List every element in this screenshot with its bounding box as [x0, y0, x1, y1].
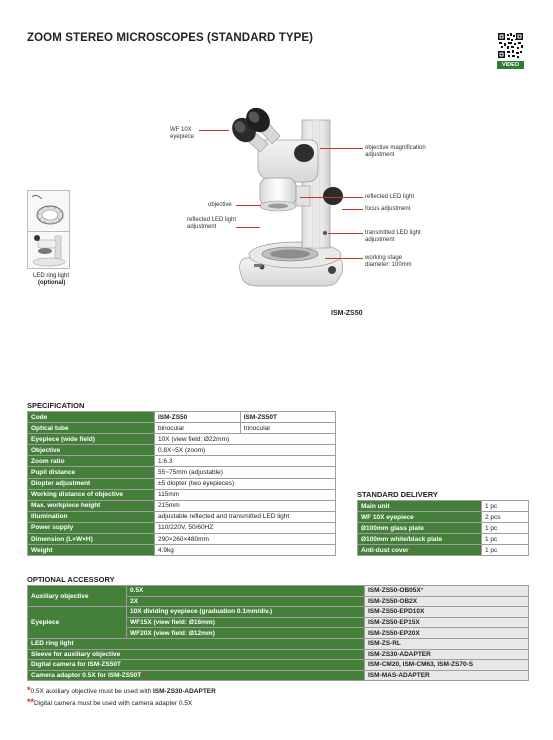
accessory-group-label: Eyepiece [28, 607, 127, 639]
spec-value: 0.8X~5X (zoom) [155, 445, 336, 456]
footnote-bold: ISM-ZS30-ADAPTER [153, 688, 216, 695]
video-badge[interactable]: VIDEO [497, 61, 524, 69]
delivery-item: Main unit [358, 501, 482, 512]
accessory-item: Camera adaptor 0.5X for ISM-ZS50T** [28, 670, 365, 681]
ring-light-icon [28, 191, 69, 231]
spec-label: Working distance of objective [28, 489, 155, 500]
ring-light-optional-note: (optional) [38, 280, 66, 286]
leader-line [236, 205, 261, 206]
spec-label: Diopter adjustment [28, 478, 155, 489]
led-ring-light-mounted-image [27, 231, 70, 269]
spec-row [28, 478, 336, 489]
delivery-qty: 1 pc [482, 545, 529, 556]
delivery-qty: 1 pc [482, 523, 529, 534]
delivery-row [358, 501, 529, 512]
led-ring-light-image [27, 190, 70, 232]
accessory-code: ISM-MAS-ADAPTER [365, 670, 529, 681]
accessory-row [28, 638, 529, 649]
spec-value: trinocular [240, 423, 335, 434]
asterisk-mark: * [420, 587, 424, 595]
spec-value: 10X (view field: Ø22mm) [155, 434, 336, 445]
spec-value: ISM-ZS50T [240, 412, 335, 423]
delivery-item: Ø100mm glass plate [358, 523, 482, 534]
accessory-code: ISM-ZS50-EPD10X [365, 607, 529, 618]
accessory-row [28, 660, 529, 671]
asterisk-mark: ** [141, 672, 147, 680]
footnote-mark: ** [27, 697, 35, 707]
delivery-row [358, 512, 529, 523]
accessory-row [28, 607, 529, 618]
spec-label: Dimension (L×W×H) [28, 534, 155, 545]
spec-value: 290×260×480mm [155, 534, 336, 545]
accessory-item: Sleeve for auxiliary objective [28, 649, 365, 660]
spec-row [28, 467, 336, 478]
delivery-qty: 2 pcs [482, 512, 529, 523]
spec-value: 215mm [155, 500, 336, 511]
leader-line [199, 130, 229, 131]
qr-code-icon[interactable] [497, 32, 524, 59]
spec-label: Objective [28, 445, 155, 456]
standard-delivery-heading: STANDARD DELIVERY [357, 490, 438, 499]
footnotes [27, 685, 216, 709]
spec-value: 110/220V, 50/60HZ [155, 522, 336, 533]
accessory-code: ISM-ZS50-OB2X [365, 596, 529, 607]
accessory-item: Digital camera for ISM-ZS50T [28, 660, 365, 671]
spec-row [28, 412, 336, 423]
leader-line [328, 233, 363, 234]
spec-row [28, 423, 336, 434]
spec-value: 1:6.3 [155, 456, 336, 467]
accessory-item: LED ring light [28, 638, 365, 649]
spec-row [28, 511, 336, 522]
spec-value: ±5 diopter (two eyepieces) [155, 478, 336, 489]
spec-label: Weight [28, 545, 155, 556]
specification-table [27, 411, 336, 556]
spec-value: 55~75mm (adjustable) [155, 467, 336, 478]
callout-focus-adjustment: focus adjustment [365, 206, 411, 212]
accessory-group-label: Auxiliary objective [28, 586, 127, 607]
accessory-code: ISM-ZS50-OB05X* [365, 586, 529, 597]
accessory-code: ISM-ZS-RL [365, 638, 529, 649]
leader-line [320, 148, 363, 149]
spec-row [28, 545, 336, 556]
leader-line [342, 209, 363, 210]
spec-label: Illumination [28, 511, 155, 522]
delivery-row [358, 534, 529, 545]
spec-label: Pupil distance [28, 467, 155, 478]
spec-value: adjustable reflected and transmitted LED light [155, 511, 336, 522]
spec-label: Optical tube [28, 423, 155, 434]
callout-wf-eyepiece: WF 10X eyepiece [170, 127, 195, 140]
footnote-text: Digital camera must be used with camera adapter 0.5X [34, 700, 193, 707]
spec-row [28, 434, 336, 445]
ring-light-caption [33, 273, 69, 287]
spec-value: ISM-ZS50 [155, 412, 241, 423]
delivery-item: WF 10X eyepiece [358, 512, 482, 523]
accessory-code: ISM-ZS50-EP20X [365, 628, 529, 639]
spec-label: Eyepiece (wide field) [28, 434, 155, 445]
optional-accessory-table [27, 585, 529, 681]
accessory-code: ISM-CM20, ISM-CM63, ISM-ZS70-S [365, 660, 529, 671]
spec-label: Zoom ratio [28, 456, 155, 467]
leader-line [236, 227, 260, 228]
spec-row [28, 534, 336, 545]
callout-objective: objective [208, 202, 232, 208]
delivery-qty: 1 pc [482, 501, 529, 512]
callout-objective-magnification: objective magnification adjustment [365, 145, 426, 158]
callout-reflected-led: reflected LED light [365, 194, 415, 200]
accessory-item: 0.5X [127, 586, 365, 597]
footnote-mark: * [27, 685, 31, 695]
accessory-item: 2X [127, 596, 365, 607]
callout-reflected-adjustment: reflected LED light adjustment [187, 217, 237, 230]
accessory-row [28, 649, 529, 660]
specification-heading: SPECIFICATION [27, 401, 85, 410]
accessory-code: ISM-ZS50-EP15X [365, 617, 529, 628]
delivery-qty: 1 pc [482, 534, 529, 545]
callout-working-stage: working stage diameter: 100mm [365, 255, 412, 268]
delivery-item: Anti-dust cover [358, 545, 482, 556]
accessory-code: ISM-ZS30-ADAPTER [365, 649, 529, 660]
accessory-row [28, 670, 529, 681]
leader-line [300, 197, 363, 198]
spec-value: binocular [155, 423, 241, 434]
delivery-row [358, 545, 529, 556]
spec-label: Max. workpiece height [28, 500, 155, 511]
accessory-row [28, 586, 529, 597]
spec-row [28, 489, 336, 500]
callout-transmitted-adjustment: transmitted LED light adjustment [365, 230, 421, 243]
accessory-item: WF15X (view field: Ø16mm) [127, 617, 365, 628]
spec-row [28, 445, 336, 456]
spec-label: Code [28, 412, 155, 423]
model-caption: ISM-ZS50 [331, 310, 363, 317]
delivery-row [358, 523, 529, 534]
footnote-line [27, 685, 216, 697]
delivery-item: Ø100mm white/black plate [358, 534, 482, 545]
spec-label: Power supply [28, 522, 155, 533]
accessory-item: WF20X (view field: Ø12mm) [127, 628, 365, 639]
ring-light-label: LED ring light [33, 273, 70, 279]
spec-row [28, 500, 336, 511]
spec-value: 4.9kg [155, 545, 336, 556]
spec-row [28, 522, 336, 533]
spec-value: 115mm [155, 489, 336, 500]
standard-delivery-table [357, 500, 529, 556]
optional-accessory-heading: OPTIONAL ACCESSORY [27, 575, 115, 584]
spec-row [28, 456, 336, 467]
footnote-line [27, 697, 216, 709]
page-title: ZOOM STEREO MICROSCOPES (STANDARD TYPE) [27, 32, 314, 44]
leader-line [325, 258, 363, 259]
microscope-small-icon [28, 232, 69, 268]
accessory-item: 10X dividing eyepiece (graduation 0.1mm/div.) [127, 607, 365, 618]
footnote-text: 0.5X auxiliary objective must be used with [30, 688, 153, 695]
